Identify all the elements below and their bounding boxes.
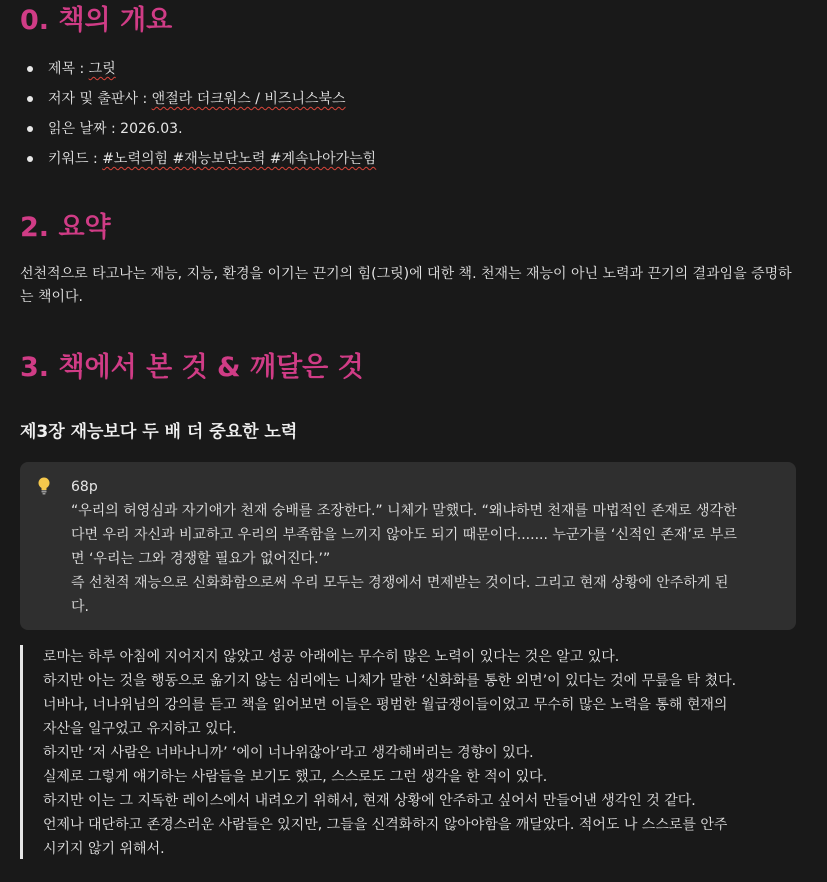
list-item-value: #노력의힘 #재능보단노력 #계속나아가는힘 [102, 151, 377, 167]
quote-line: 하지만 이는 그 지독한 레이스에서 내려오기 위해서, 현재 상황에 안주하고 싶어서 만들어낸 생각인 것 같다. [43, 793, 696, 809]
callout-page-ref: 68p [71, 479, 98, 495]
quote-line: 로마는 하루 아침에 지어지지 않았고 성공 아래에는 무수히 많은 노력이 있다는 것은 알고 있다. [43, 649, 620, 665]
callout-line: 면 ‘우리는 그와 경쟁할 필요가 없어진다.’” [71, 551, 331, 567]
quote-line: 너바나, 너나위님의 강의를 듣고 책을 읽어보면 이들은 평범한 월급쟁이들이었고 무수히 많은 노력을 통해 현재의 [43, 697, 728, 713]
list-item-label: 키워드 : [48, 151, 103, 167]
insights-heading: 3. 책에서 본 것 & 깨달은 것 [20, 352, 364, 383]
list-item-value: 2026.03. [120, 121, 183, 137]
quote-line: 하지만 ‘저 사람은 너바나니까’ ‘에이 너나위잖아’라고 생각해버리는 경향이 있다. [43, 745, 534, 761]
callout-line: 다. [71, 599, 89, 615]
list-item-date [20, 116, 376, 146]
quote-line: 실제로 그렇게 얘기하는 사람들을 보기도 했고, 스스로도 그런 생각을 한 적이 있다. [43, 769, 548, 785]
summary-paragraph: 선천적으로 타고나는 재능, 지능, 환경을 이기는 끈기의 힘(그릿)에 대한 책. 천재는 재능이 아닌 노력과 끈기의 결과임을 증명하는 책이다. [20, 266, 792, 305]
overview-list [20, 56, 376, 176]
chapter-title: 제3장 재능보다 두 배 더 중요한 노력 [20, 422, 298, 442]
list-item-label: 저자 및 출판사 : [48, 91, 152, 107]
list-item-title [20, 56, 376, 86]
quote-line: 언제나 대단하고 존경스러운 사람들은 있지만, 그들을 신격화하지 않아야함을 깨달았다. 적어도 나 스스로를 안주 [43, 817, 728, 833]
list-item-keywords [20, 146, 376, 176]
reflection-quote [20, 645, 813, 859]
callout-line: 다면 우리 자신과 비교하고 우리의 부족함을 느끼지 않아도 되기 때문이다....... 누군가를 ‘신적인 존재’로 부르 [71, 527, 737, 543]
lightbulb-icon [37, 476, 51, 496]
summary-heading: 2. 요약 [20, 212, 111, 243]
quote-line: 시키지 않기 위해서. [43, 841, 165, 857]
quote-line: 자산을 일구었고 유지하고 있다. [43, 721, 237, 737]
quote-line: 하지만 아는 것을 행동으로 옮기지 않는 심리에는 니체가 말한 ‘신화화를 통한 외면’이 있다는 것에 무릎을 탁 쳤다. [43, 673, 737, 689]
list-item-value: 그릿 [88, 61, 116, 77]
list-item-author [20, 86, 376, 116]
callout-text [71, 475, 771, 619]
list-item-label: 읽은 날짜 : [48, 121, 121, 137]
quote-text [43, 645, 803, 861]
callout-line: 즉 선천적 재능으로 신화화함으로써 우리 모두는 경쟁에서 면제받는 것이다. 그리고 현재 상황에 안주하게 된 [71, 575, 729, 591]
list-item-label: 제목 : [48, 61, 89, 77]
overview-heading: 0. 책의 개요 [20, 5, 173, 36]
callout-box [20, 462, 796, 630]
callout-line: “우리의 허영심과 자기애가 천재 숭배를 조장한다.” 니체가 말했다. “왜냐하면 천재를 마법적인 존재로 생각한 [71, 503, 737, 519]
list-item-value: 앤절라 더크워스 / 비즈니스북스 [151, 91, 346, 107]
